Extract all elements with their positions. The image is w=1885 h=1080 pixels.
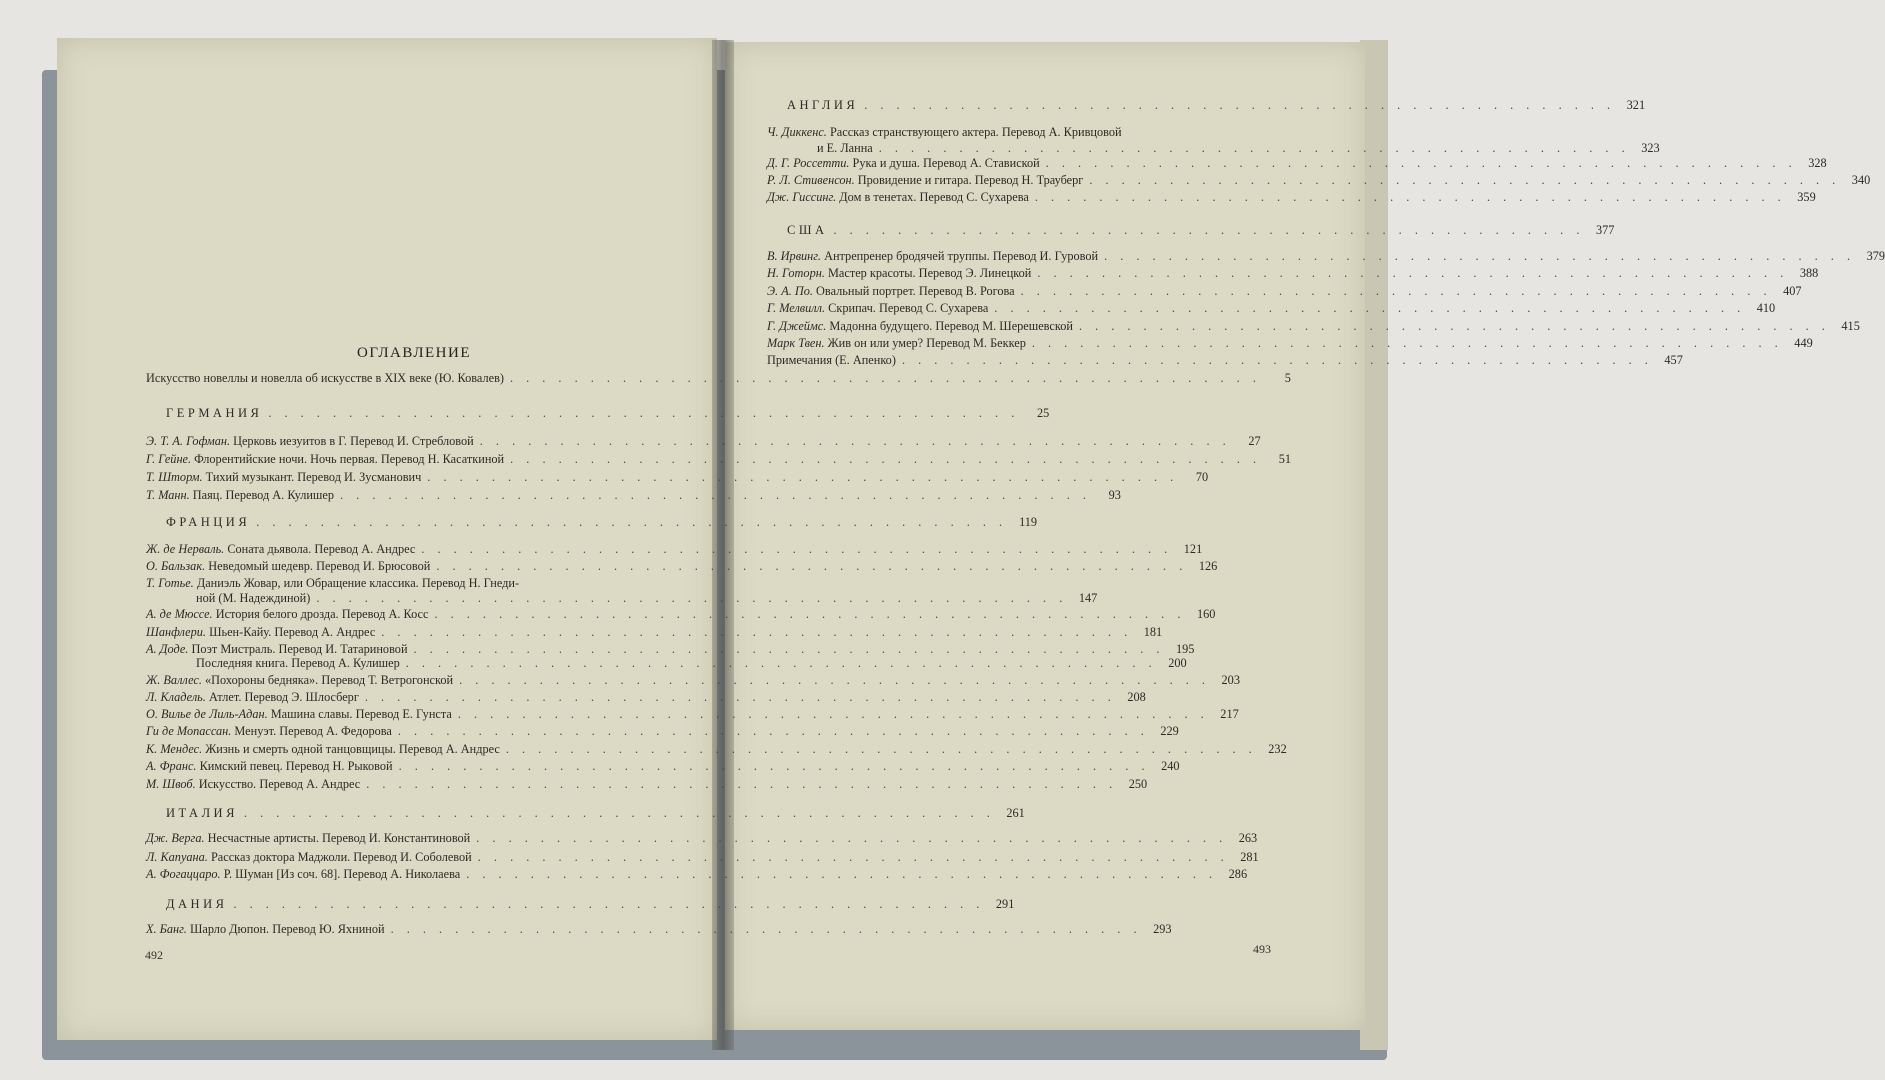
- entry-page-number: 217: [1220, 707, 1239, 721]
- entry-author: А. Доде.: [146, 642, 192, 656]
- dot-leader: [902, 352, 1653, 368]
- entry-title: Рука и душа. Перевод А. Ставиской: [852, 156, 1040, 170]
- toc-entry: [146, 606, 1216, 622]
- dot-leader: [365, 689, 1116, 705]
- dot-leader: [316, 590, 1067, 606]
- toc-entry: [146, 758, 1180, 774]
- section-title: АНГЛИЯ: [787, 98, 859, 112]
- entry-page-number: 160: [1196, 607, 1216, 621]
- dot-leader: [406, 655, 1157, 671]
- dot-leader: [427, 469, 1178, 485]
- dot-leader: [458, 706, 1209, 722]
- entry-page-number: 70: [1195, 470, 1209, 484]
- entry-author: Дж. Верга.: [146, 831, 208, 845]
- entry-page-number: 119: [1019, 515, 1038, 529]
- entry-text: [146, 541, 415, 557]
- entry-text: [146, 706, 452, 722]
- toc-entry: [146, 672, 1240, 688]
- entry-author: Шанфлери.: [146, 625, 210, 639]
- toc-entry: [146, 590, 1098, 606]
- entry-page-number: 457: [1664, 353, 1683, 367]
- entry-page-number: 181: [1143, 625, 1163, 639]
- toc-entry: [146, 655, 1187, 671]
- entry-author: Т. Манн.: [146, 488, 193, 502]
- entry-title: Соната дьявола. Перевод А. Андрес: [227, 542, 416, 556]
- entry-page-number: 377: [1595, 223, 1615, 237]
- entry-page-number: 5: [1284, 371, 1291, 385]
- entry-page-number: 388: [1799, 266, 1819, 280]
- entry-text: [146, 849, 472, 865]
- entry-author: М. Швоб.: [146, 777, 199, 791]
- entry-title: Церковь иезуитов в Г. Перевод И. Стребловой: [233, 434, 474, 448]
- entry-text: [767, 189, 1029, 205]
- dot-leader: [864, 97, 1615, 113]
- dot-leader: [1089, 172, 1840, 188]
- entry-title: Мастер красоты. Перевод Э. Линецкой: [827, 266, 1032, 280]
- toc-entry: [146, 487, 1121, 503]
- entry-text: [767, 318, 1073, 334]
- entry-title: Жив он или умер? Перевод М. Беккер: [827, 336, 1026, 350]
- entry-author: К. Мендес.: [146, 742, 206, 756]
- section-title: ГЕРМАНИЯ: [166, 406, 263, 420]
- section-title: США: [787, 223, 828, 237]
- toc-entry: [767, 189, 1816, 205]
- dot-leader: [506, 741, 1257, 757]
- section-title: ИТАЛИЯ: [166, 806, 238, 820]
- toc-title: ОГЛАВЛЕНИЕ: [357, 345, 471, 361]
- toc-entry: [146, 624, 1163, 640]
- toc-entry: [146, 575, 674, 591]
- entry-page-number: 27: [1248, 434, 1261, 448]
- entry-text: [146, 689, 359, 705]
- entry-title: Тихий музыкант. Перевод И. Зусманович: [205, 470, 422, 484]
- entry-text: [146, 758, 393, 774]
- entry-page-number: 281: [1240, 850, 1259, 864]
- dot-leader: [476, 830, 1227, 846]
- entry-text: [146, 830, 470, 846]
- entry-text: [146, 741, 500, 757]
- entry-title: Атлет. Перевод Э. Шлосберг: [208, 690, 359, 704]
- dot-leader: [381, 624, 1132, 640]
- entry-title: Провидение и гитара. Перевод Н. Трауберг: [857, 173, 1084, 187]
- entry-text: [767, 352, 896, 368]
- entry-author: Ж. Валлес.: [146, 673, 206, 687]
- dot-leader: [1035, 189, 1786, 205]
- toc-entry: [146, 689, 1146, 705]
- entry-author: О. Вилье де Лиль-Адан.: [146, 707, 271, 721]
- dot-leader: [399, 758, 1150, 774]
- dot-leader: [833, 222, 1584, 238]
- toc-entry: [767, 248, 1885, 264]
- entry-title: ной (М. Надеждиной): [196, 591, 311, 605]
- entry-text: [146, 370, 504, 386]
- entry-author: А. де Мюссе.: [146, 607, 216, 621]
- entry-page-number: 147: [1078, 591, 1098, 605]
- entry-text: [146, 487, 334, 503]
- dot-leader: [366, 776, 1117, 792]
- entry-text: [767, 248, 1098, 264]
- entry-title: Искусство. Перевод А. Андрес: [198, 777, 361, 791]
- toc-section-heading: [146, 514, 1038, 530]
- section-title: ДАНИЯ: [166, 897, 228, 911]
- entry-title: Кимский певец. Перевод Н. Рыковой: [199, 759, 393, 773]
- entry-text: [146, 776, 360, 792]
- entry-text: [146, 558, 430, 574]
- entry-text: [146, 672, 453, 688]
- dot-leader: [994, 300, 1745, 316]
- entry-text: [767, 335, 1026, 351]
- entry-text: [146, 921, 385, 937]
- entry-page-number: 25: [1036, 406, 1050, 420]
- entry-title: Овальный портрет. Перевод В. Рогова: [816, 284, 1015, 298]
- dot-leader: [1037, 265, 1788, 281]
- left-page: [57, 38, 717, 1040]
- toc-entry: [146, 723, 1179, 739]
- entry-text: [146, 590, 310, 606]
- entry-page-number: 232: [1268, 742, 1287, 756]
- entry-text: [767, 155, 1040, 171]
- entry-page-number: 229: [1160, 724, 1179, 738]
- entry-page-number: 93: [1108, 488, 1121, 502]
- dot-leader: [421, 541, 1172, 557]
- entry-author: Т. Шторм.: [146, 470, 206, 484]
- entry-author: А. Фогаццаро.: [146, 867, 224, 881]
- entry-title: Неведомый шедевр. Перевод И. Брюсовой: [208, 559, 431, 573]
- entry-page-number: 126: [1198, 559, 1218, 573]
- toc-entry: [146, 370, 1291, 386]
- entry-author: Э. Т. А. Гофман.: [146, 434, 234, 448]
- entry-title: Скрипач. Перевод С. Сухарева: [828, 301, 989, 315]
- toc-entry: [146, 866, 1248, 882]
- dot-leader: [1104, 248, 1855, 264]
- dot-leader: [436, 558, 1187, 574]
- page-number-right: 493: [1253, 942, 1271, 956]
- entry-author: Г. Мелвилл.: [767, 301, 829, 315]
- dot-leader: [340, 487, 1091, 503]
- entry-page-number: 250: [1128, 777, 1148, 791]
- entry-page-number: 200: [1168, 656, 1187, 670]
- entry-page-number: 121: [1183, 542, 1203, 556]
- toc-entry: [767, 300, 1776, 316]
- entry-page-number: 407: [1783, 284, 1802, 298]
- entry-page-number: 261: [1006, 806, 1025, 820]
- toc-entry: [767, 335, 1813, 351]
- entry-title: Флорентийские ночи. Ночь первая. Перевод Н. Касаткиной: [194, 452, 505, 466]
- dot-leader: [1032, 335, 1783, 351]
- entry-author: Х. Банг.: [146, 922, 190, 936]
- entry-text: [767, 265, 1031, 281]
- entry-title: Антрепренер бродячей труппы. Перевод И. Гуровой: [824, 249, 1099, 263]
- entry-page-number: 293: [1153, 922, 1172, 936]
- entry-page-number: 410: [1756, 301, 1776, 315]
- entry-page-number: 415: [1841, 319, 1860, 333]
- entry-author: Марк Твен.: [767, 336, 828, 350]
- entry-title: Паяц. Перевод А. Кулишер: [192, 488, 335, 502]
- entry-page-number: 449: [1794, 336, 1813, 350]
- entry-author: О. Бальзак.: [146, 559, 209, 573]
- entry-title: и Е. Ланна: [817, 141, 873, 155]
- entry-author: Г. Гейне.: [146, 452, 195, 466]
- entry-author: Ж. де Нерваль.: [146, 542, 228, 556]
- dot-leader: [1079, 318, 1830, 334]
- entry-title: Шьен-Кайу. Перевод А. Андрес: [209, 625, 376, 639]
- entry-page-number: 263: [1238, 831, 1258, 845]
- toc-entry: [146, 921, 1172, 937]
- entry-author: Н. Готорн.: [767, 266, 828, 280]
- entry-author: Э. А. По.: [767, 284, 817, 298]
- dot-leader: [510, 451, 1261, 467]
- entry-title: Даниэль Жовар, или Обращение классика. Перевод Н. Гнеди-: [196, 576, 520, 590]
- entry-author: Т. Готье.: [146, 576, 197, 590]
- toc-entry: [146, 830, 1258, 846]
- page-number-left: 492: [145, 948, 163, 962]
- dot-leader: [391, 921, 1142, 937]
- dot-leader: [1021, 283, 1772, 299]
- dot-leader: [510, 370, 1261, 386]
- entry-author: В. Ирвинг.: [767, 249, 825, 263]
- toc-entry: [146, 706, 1239, 722]
- dot-leader: [233, 896, 984, 912]
- entry-title: Поэт Мистраль. Перевод И. Татариновой: [191, 642, 408, 656]
- entry-author: Д. Г. Россетти.: [767, 156, 853, 170]
- entry-page-number: 359: [1797, 190, 1816, 204]
- entry-title: Машина славы. Перевод Е. Гунста: [270, 707, 452, 721]
- entry-text: [767, 300, 988, 316]
- toc-entry: [146, 433, 1261, 449]
- entry-page-number: 286: [1228, 867, 1248, 881]
- entry-text: [146, 433, 474, 449]
- entry-title: Примечания (Е. Апенко): [767, 353, 896, 367]
- entry-author: Л. Капуана.: [146, 850, 211, 864]
- toc-entry: [767, 283, 1802, 299]
- toc-entry: [146, 541, 1203, 557]
- toc-entry: [767, 352, 1683, 368]
- entry-page-number: 340: [1851, 173, 1871, 187]
- entry-title: Жизнь и смерть одной танцовщицы. Перевод А. Андрес: [205, 742, 500, 756]
- dot-leader: [480, 433, 1231, 449]
- entry-page-number: 323: [1641, 141, 1660, 155]
- toc-entry: [767, 318, 1860, 334]
- entry-author: Р. Л. Стивенсон.: [767, 173, 858, 187]
- dot-leader: [244, 805, 995, 821]
- toc-section-heading: [146, 405, 1050, 421]
- entry-title: «Похороны бедняка». Перевод Т. Ветрогонской: [205, 673, 454, 687]
- entry-page-number: 328: [1808, 156, 1827, 170]
- dot-leader: [398, 723, 1149, 739]
- toc-section-heading: [146, 805, 1025, 821]
- entry-page-number: 51: [1278, 452, 1292, 466]
- dot-leader: [478, 849, 1229, 865]
- dot-leader: [879, 140, 1630, 156]
- toc-entry: [767, 124, 1287, 140]
- dot-leader: [434, 606, 1185, 622]
- entry-title: Искусство новеллы и новелла об искусстве в XIX веке (Ю. Ковалев): [146, 371, 504, 385]
- entry-text: [146, 866, 460, 882]
- entry-page-number: 379: [1866, 249, 1885, 263]
- entry-page-number: 208: [1127, 690, 1146, 704]
- entry-page-number: 321: [1626, 98, 1646, 112]
- entry-text: [767, 283, 1015, 299]
- toc-entry: [767, 155, 1827, 171]
- entry-page-number: 240: [1161, 759, 1180, 773]
- entry-text: [767, 140, 873, 156]
- entry-text: [767, 124, 1122, 140]
- toc-entry: [767, 140, 1660, 156]
- entry-text: [146, 606, 428, 622]
- dot-leader: [256, 514, 1007, 530]
- entry-page-number: 203: [1221, 673, 1240, 687]
- entry-page-number: 195: [1175, 642, 1195, 656]
- toc-entry: [146, 776, 1148, 792]
- entry-title: Р. Шуман [Из соч. 68]. Перевод А. Николаева: [223, 867, 461, 881]
- entry-title: Мадонна будущего. Перевод М. Шерешевской: [829, 319, 1073, 333]
- toc-entry: [767, 265, 1819, 281]
- entry-title: Шарло Дюпон. Перевод Ю. Яхниной: [189, 922, 385, 936]
- toc-entry: [146, 741, 1287, 757]
- entry-author: Ги де Мопассан.: [146, 724, 235, 738]
- entry-text: [146, 624, 375, 640]
- entry-text: [146, 575, 519, 591]
- entry-author: Л. Кладель.: [146, 690, 209, 704]
- toc-entry: [767, 172, 1871, 188]
- toc-entry: [146, 558, 1218, 574]
- entry-title: Последняя книга. Перевод А. Кулишер: [196, 656, 400, 670]
- entry-title: Рассказ странствующего актера. Перевод А. Кривцовой: [829, 125, 1122, 139]
- dot-leader: [466, 866, 1217, 882]
- dot-leader: [1046, 155, 1797, 171]
- entry-text: [146, 655, 400, 671]
- entry-text: [767, 172, 1083, 188]
- toc-section-heading: [146, 896, 1015, 912]
- toc-entry: [146, 451, 1292, 467]
- entry-title: Несчастные артисты. Перевод И. Константиновой: [207, 831, 471, 845]
- section-title: ФРАНЦИЯ: [166, 515, 251, 529]
- entry-page-number: 291: [995, 897, 1015, 911]
- entry-author: Ч. Диккенс.: [767, 125, 830, 139]
- entry-title: Менуэт. Перевод А. Федорова: [234, 724, 392, 738]
- entry-text: [146, 469, 421, 485]
- toc-entry: [146, 849, 1259, 865]
- entry-title: Рассказ доктора Маджоли. Перевод И. Соболевой: [210, 850, 472, 864]
- entry-author: Дж. Гиссинг.: [767, 190, 840, 204]
- entry-text: [146, 723, 392, 739]
- toc-entry: [146, 469, 1209, 485]
- entry-text: [146, 451, 504, 467]
- entry-author: А. Франс.: [146, 759, 200, 773]
- toc-section-heading: [767, 97, 1646, 113]
- entry-title: История белого дрозда. Перевод А. Косс: [215, 607, 429, 621]
- toc-section-heading: [767, 222, 1615, 238]
- dot-leader: [459, 672, 1210, 688]
- entry-author: Г. Джеймс.: [767, 319, 830, 333]
- dot-leader: [268, 405, 1019, 421]
- entry-title: Дом в тенетах. Перевод С. Сухарева: [839, 190, 1029, 204]
